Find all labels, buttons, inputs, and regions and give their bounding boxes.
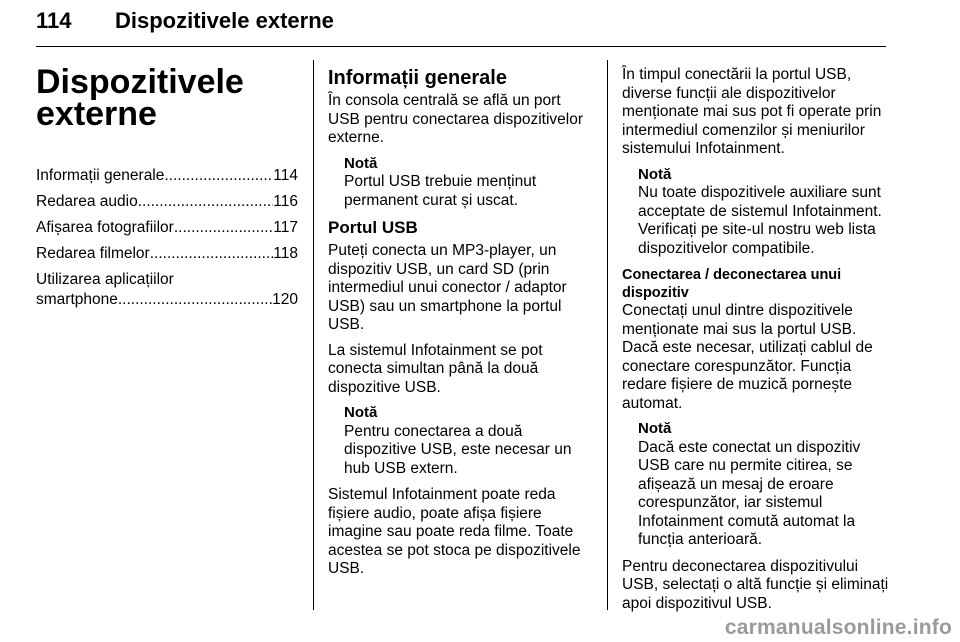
content-column-2	[328, 60, 596, 586]
note-box	[344, 404, 596, 478]
paragraph: În timpul conectării la portul USB, diverse funcții ale dispozitivelor menționate mai sus pot fi operate prin intermediul comenzilor și meniurilor sistemului Infotainment.	[622, 66, 882, 157]
note-box	[638, 166, 890, 259]
note-text: Portul USB trebuie menținut permanent curat și uscat.	[344, 173, 537, 209]
note-text: Pentru conectarea a două dispozitive USB, este necesar un hub USB extern.	[344, 422, 572, 477]
note-text: Nu toate dispozitivele auxiliare sunt acceptate de sistemul Infotainment. Verificați pe site-ul nostru web lista dispozitivelor compatibile.	[638, 184, 882, 257]
toc-item-afisarea-fotografiilor[interactable]: Afișarea fotografiilor ..... 117	[36, 218, 298, 238]
note-box	[638, 420, 890, 550]
note-title: Notă	[344, 154, 378, 172]
running-header-title: Dispozitivele externe	[115, 8, 334, 33]
header-rule	[36, 46, 886, 47]
section-heading: Informații generale	[328, 67, 507, 89]
chapter-column	[36, 60, 298, 316]
page-header	[36, 4, 886, 44]
toc-item-redarea-audio[interactable]: Redarea audio ..... 116	[36, 192, 298, 212]
note-text: Dacă este conectat un dispozitiv USB care nu permite citirea, se afișează un mesaj de eroare corespunzător, iar sistemul Infotainment comută automat la funcția anterioară.	[638, 438, 861, 548]
subsection-heading: Portul USB	[328, 218, 418, 237]
page-number: 114	[36, 8, 72, 33]
paragraph: Conectați unul dintre dispozitivele menționate mai sus la portul USB. Dacă este necesar, utilizați cablul de conectare corespunzător. Funcția redare fișiere de muzică pornește automat.	[622, 302, 873, 412]
paragraph: Sistemul Infotainment poate reda fișiere audio, poate afișa fișiere imagine sau poate reda filme. Toate acestea se pot stoca pe dispozitivele USB.	[328, 486, 581, 577]
note-title: Notă	[344, 404, 378, 421]
subsection-heading: Conectarea / deconectarea unui dispozitiv	[622, 267, 842, 301]
note-box	[344, 155, 596, 211]
toc-item-informatii-generale[interactable]: Informații generale ..... 114	[36, 166, 298, 186]
toc-item-aplicatii-smartphone[interactable]: Utilizarea aplicațiilor smartphone ..... 120	[36, 270, 298, 310]
toc-item-redarea-filmelor[interactable]: Redarea filmelor ..... 118	[36, 244, 298, 264]
paragraph: Pentru deconectarea dispozitivului USB, selectați o altă funcție și eliminați apoi dispozitivul USB.	[622, 557, 889, 612]
column-divider	[607, 60, 608, 610]
note-title: Notă	[638, 420, 672, 437]
chapter-title: Dispozitivele externe	[36, 63, 244, 133]
paragraph: În consola centrală se află un port USB pentru conectarea dispozitivelor externe.	[328, 92, 584, 146]
note-title: Notă	[638, 165, 672, 183]
column-divider	[313, 60, 314, 610]
paragraph: La sistemul Infotainment se pot conecta simultan până la două dispozitive USB.	[328, 341, 543, 396]
content-column-3	[622, 60, 890, 620]
paragraph: Puteți conecta un MP3-player, un dispozitiv USB, un card SD (prin intermediul unui conector / adaptor USB) sau un smartphone la portul USB.	[328, 242, 567, 333]
watermark: carmanualsonline.info	[724, 616, 952, 639]
